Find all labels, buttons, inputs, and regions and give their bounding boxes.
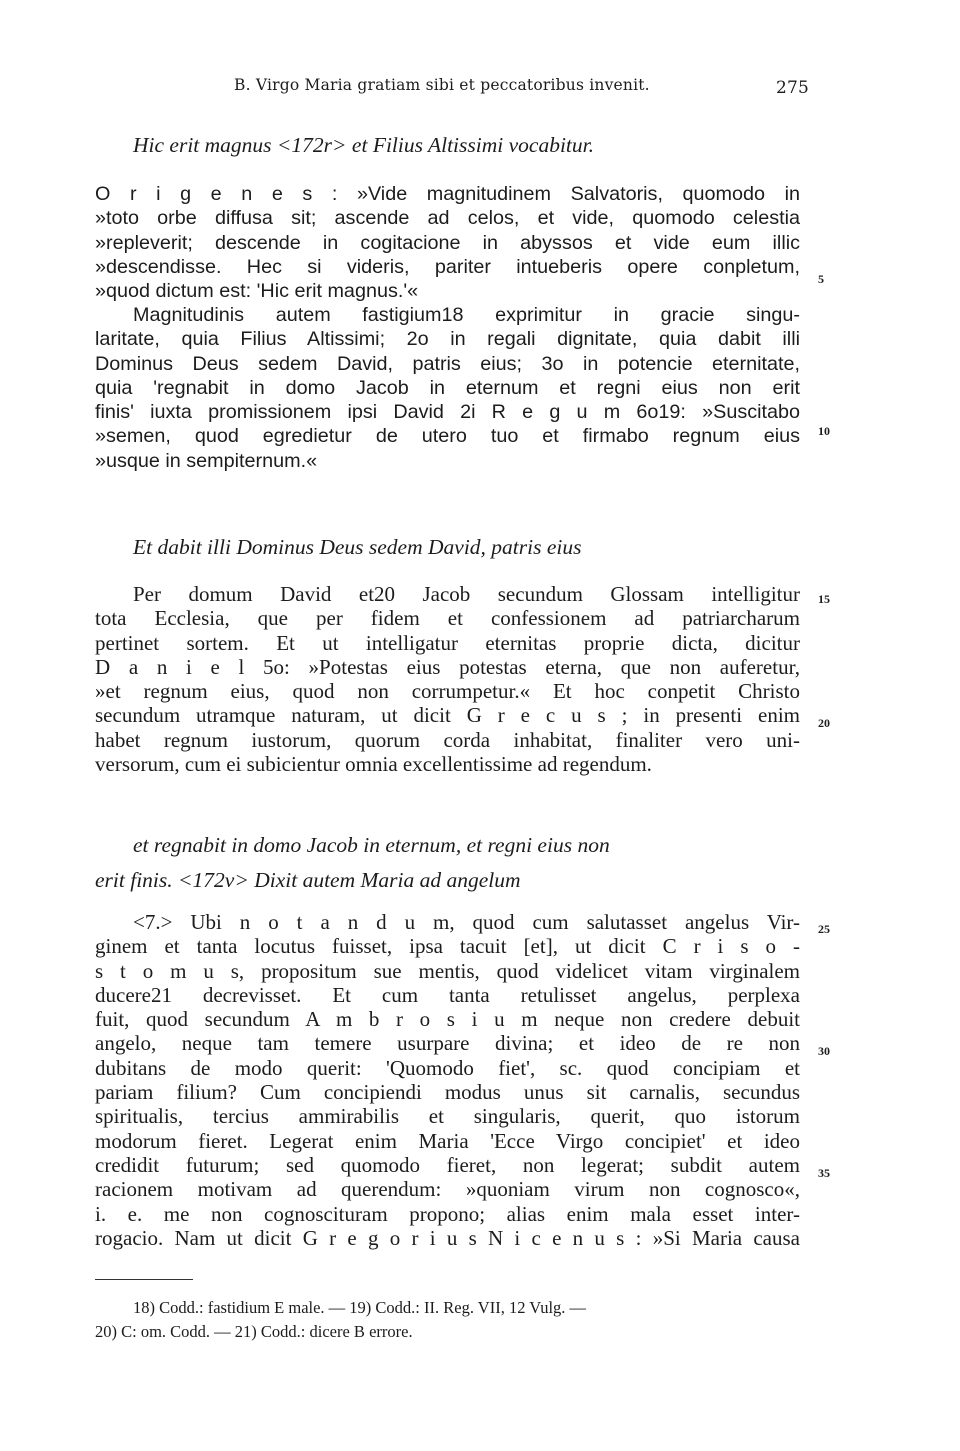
section-heading-2: Et dabit illi Dominus Deus sedem David, patris eius: [133, 535, 582, 559]
text-line: credidit futurum; sed quomodo fieret, non legerat; subdit autem: [95, 1152, 800, 1177]
text-line: Dominus Deus sedem David, patris eius; 3o in potencie eternitate,: [95, 352, 800, 375]
text-line: angelo, neque tam temere usurpare divina; et ideo de re non: [95, 1031, 800, 1056]
text-line: habet regnum iustorum, quorum corda inhabitat, finaliter vero uni-: [95, 727, 800, 752]
text-line: ducere21 decrevisset. Et cum tanta retulisset angelus, perplexa: [95, 982, 800, 1007]
running-head: [234, 76, 809, 100]
paragraph-magnitudinis: [95, 303, 800, 473]
text-line: secundum utramque naturam, ut dicit G r e c u s ; in presenti enim: [95, 703, 800, 728]
text-line: i. e. me non cognoscituram propono; alias enim mala esset inter-: [95, 1201, 800, 1226]
line-number: 30: [818, 1044, 830, 1058]
footnote-line: 20) C: om. Codd. — 21) Codd.: dicere B errore.: [95, 1322, 413, 1341]
text-line: s t o m u s, propositum sue mentis, quod videlicet vitam virginalem: [95, 958, 800, 983]
text-line: rogacio. Nam ut dicit G r e g o r i u s N i c e n u s : »Si Maria causa: [95, 1225, 800, 1250]
text-line: spiritualis, tercius ammirabilis et singularis, querit, quo istorum: [95, 1104, 800, 1129]
running-head-title: B. Virgo Maria gratiam sibi et peccatoribus invenit.: [234, 76, 650, 94]
paragraph-ubi-notandum: [95, 910, 800, 1250]
text-line: laritate, quia Filius Altissimi; 2o in regali dignitate, quia dabit illi: [95, 328, 800, 351]
text-line: dubitans de modo querit: 'Quomodo fiet', sc. quod concipiam et: [95, 1055, 800, 1080]
text-line: tota Ecclesia, que per fidem et confessionem ad patriarcharum: [95, 606, 800, 631]
line-number: 15: [818, 592, 830, 606]
text-line: »quod dictum est: 'Hic erit magnus.'«: [95, 280, 419, 303]
text-line: »toto orbe diffusa sit; ascende ad celos, et vide, quomodo celestia: [95, 207, 800, 230]
paragraph-per-domum: [95, 582, 800, 776]
text-line: Per domum David et20 Jacob secundum Glossam intelligitur: [133, 582, 800, 606]
text-line: O r i g e n e s : »Vide magnitudinem Salvatoris, quomodo in: [95, 183, 800, 205]
paragraph-origenes: [95, 182, 800, 303]
heading-line: erit finis. <172v> Dixit autem Maria ad angelum: [95, 868, 521, 892]
footnote-line: 18) Codd.: fastidium E male. — 19) Codd.: II. Reg. VII, 12 Vulg. —: [133, 1298, 587, 1317]
text-line: D a n i e l 5o: »Potestas eius potestas eterna, que non auferetur,: [95, 654, 800, 679]
section-heading-1: Hic erit magnus <172r> et Filius Altissimi vocabitur.: [133, 133, 595, 157]
text-line: <7.> Ubi n o t a n d u m, quod cum salutasset angelus Vir-: [133, 910, 800, 934]
text-line: pertinet sortem. Et ut intelligatur eternitas proprie dicta, dicitur: [95, 630, 800, 655]
text-line: ginem et tanta locutus fuisset, ipsa tacuit [et], ut dicit C r i s o -: [95, 934, 800, 959]
footnotes: [95, 1296, 800, 1344]
line-number: 20: [818, 716, 830, 730]
text-line: Magnitudinis autem fastigium18 exprimitur in gracie singu-: [133, 304, 800, 326]
line-number: 35: [818, 1166, 830, 1180]
text-line: »semen, quod egredietur de utero tuo et firmabo regnum eius: [95, 425, 800, 448]
text-line: fuit, quod secundum A m b r o s i u m neque non credere debuit: [95, 1007, 800, 1032]
section-heading-3: [95, 828, 800, 898]
text-line: versorum, cum ei subicientur omnia excellentissime ad regendum.: [95, 752, 652, 777]
text-line: »repleverit; descende in cogitacione in abyssos et vide eum illic: [95, 231, 800, 254]
text-line: racionem motivam ad querendum: »quoniam virum non cognosco«,: [95, 1177, 800, 1202]
line-number: 5: [818, 272, 824, 286]
line-number: 25: [818, 922, 830, 936]
text-line: modorum fieret. Legerat enim Maria 'Ecce Virgo concipiet' et ideo: [95, 1128, 800, 1153]
text-line: finis' iuxta promissionem ipsi David 2i R e g u m 6o19: »Suscitabo: [95, 401, 800, 424]
heading-line: et regnabit in domo Jacob in eternum, et regni eius non: [133, 833, 610, 857]
text-line: »descendisse. Hec si videris, pariter intueberis opere conpletum,: [95, 255, 800, 278]
footnote-rule: [95, 1279, 193, 1280]
text-line: quia 'regnabit in domo Jacob in eternum et regni eius non erit: [95, 376, 800, 399]
text-line: pariam filium? Cum concipiendi modus unus sit carnalis, secundus: [95, 1080, 800, 1105]
page-number: 275: [775, 78, 809, 98]
line-number: 10: [818, 424, 830, 438]
text-line: »usque in sempiternum.«: [95, 449, 318, 472]
text-line: »et regnum eius, quod non corrumpetur.« Et hoc conpetit Christo: [95, 679, 800, 704]
